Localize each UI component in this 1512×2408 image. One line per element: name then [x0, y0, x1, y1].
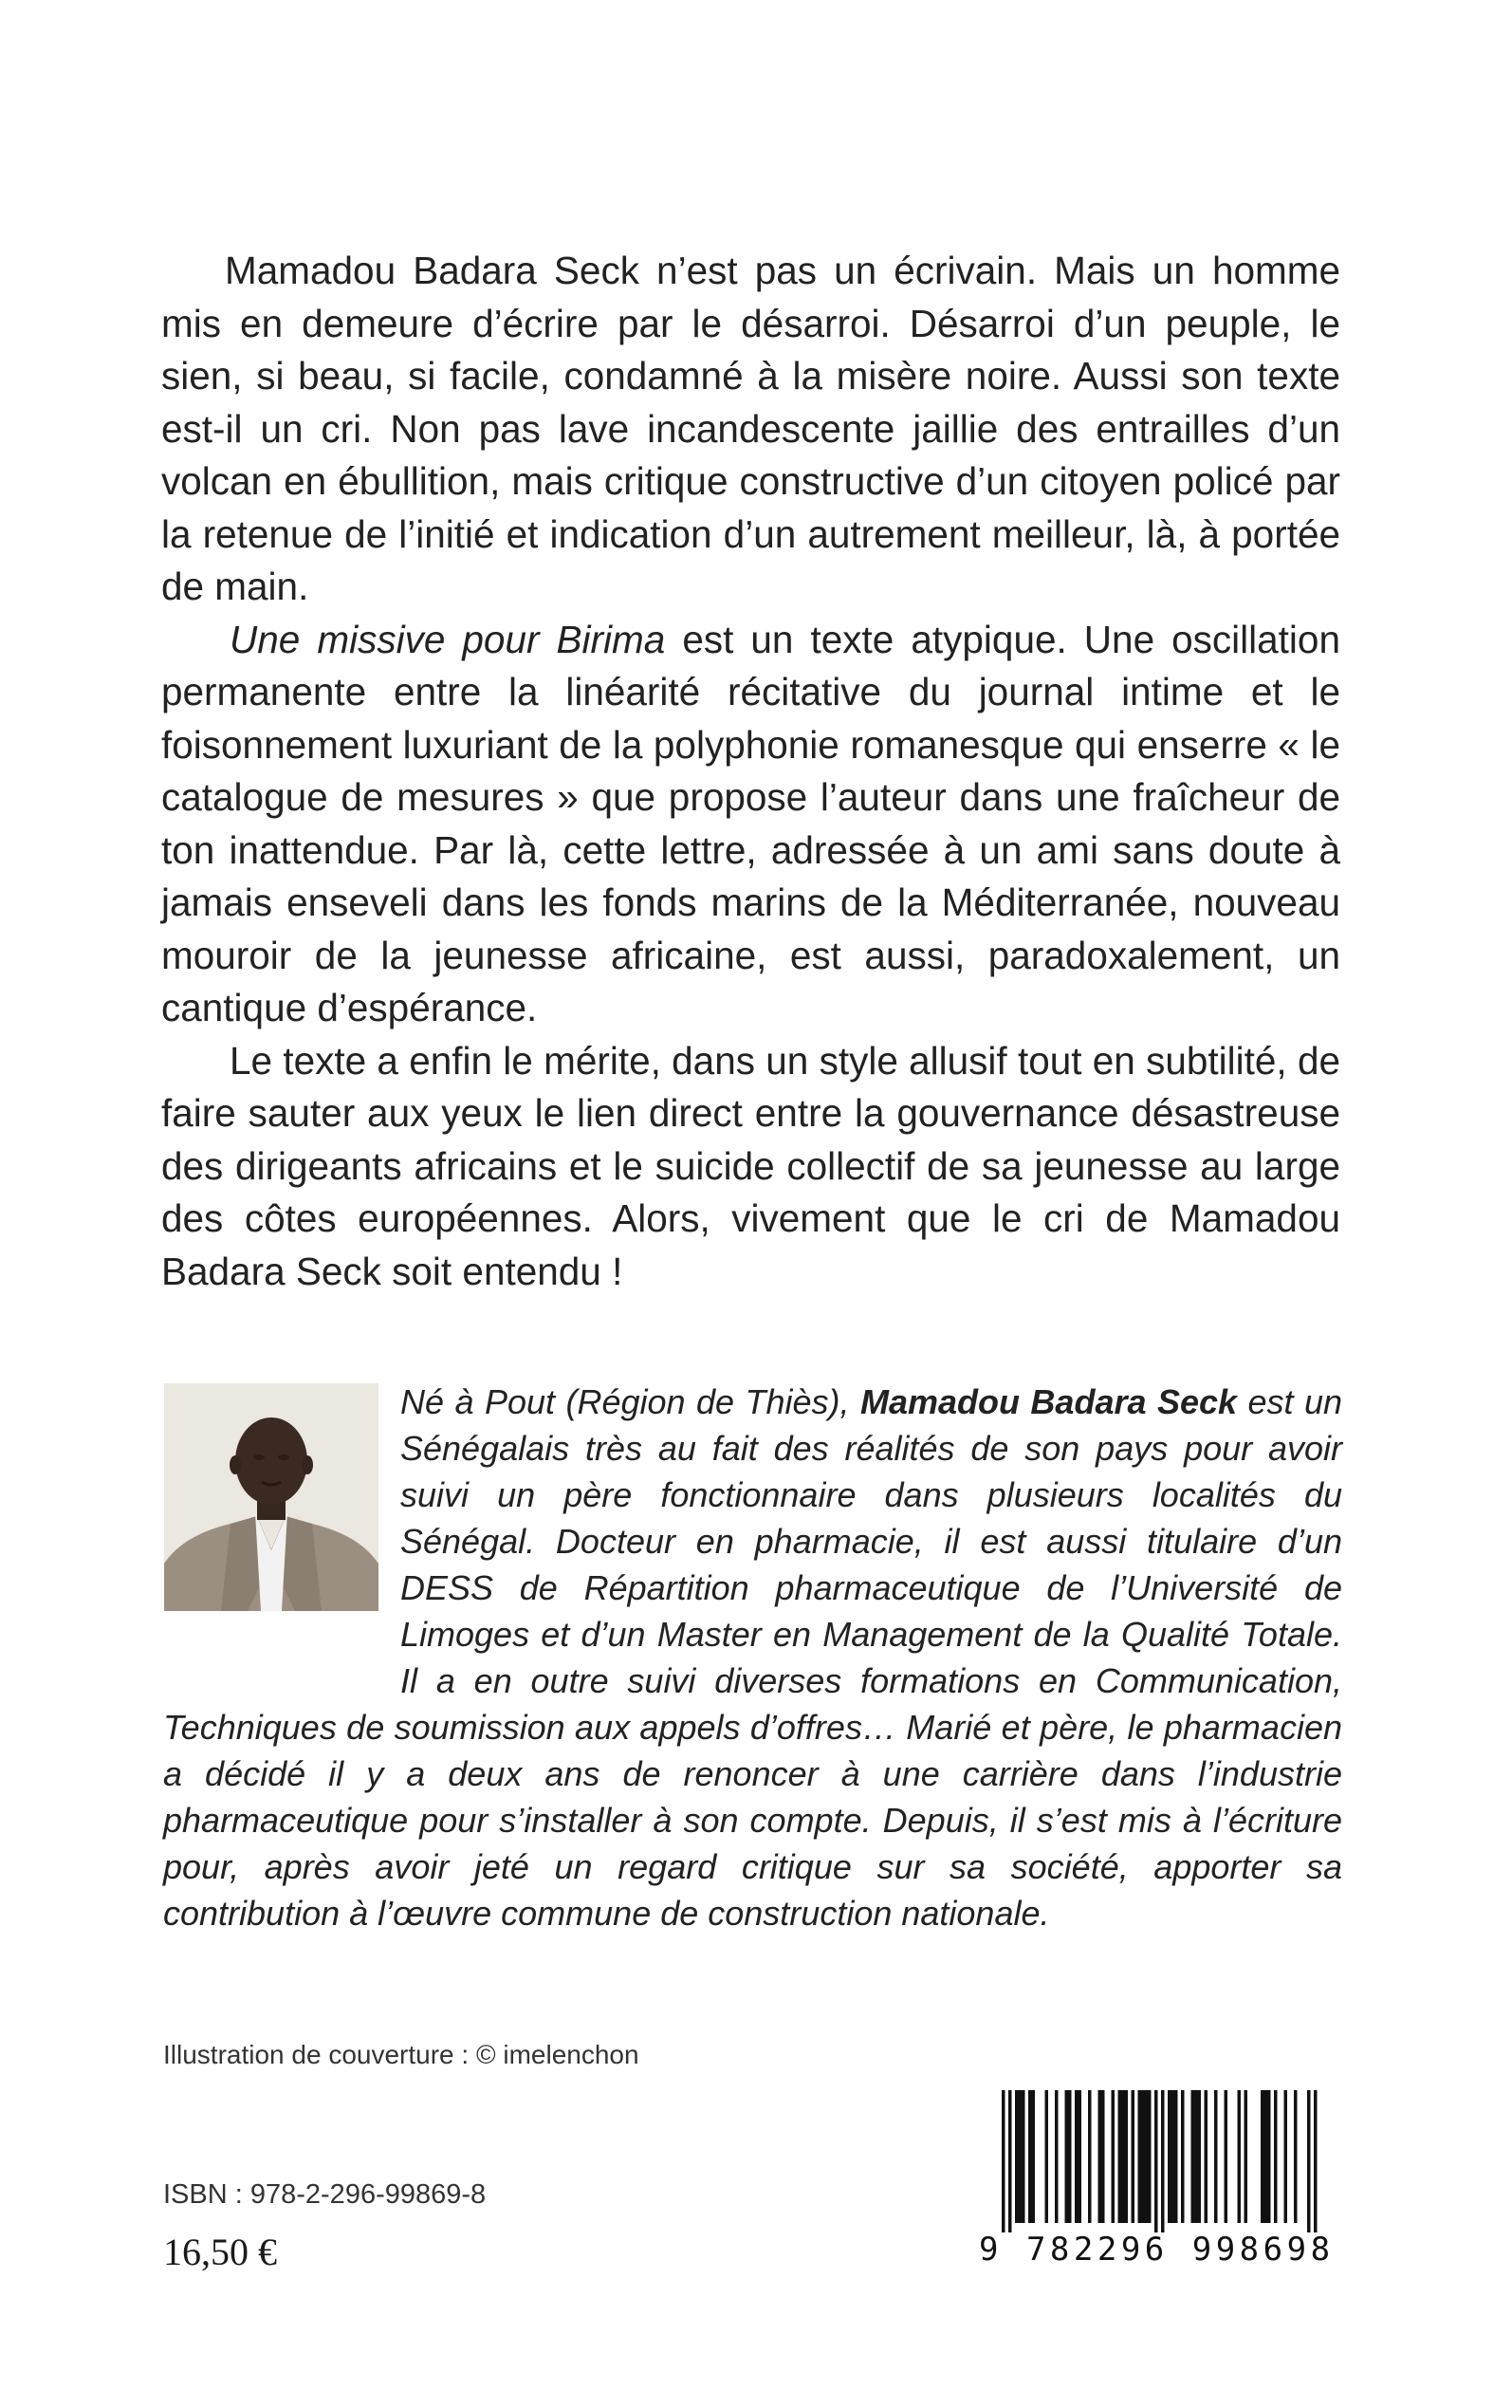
book-title: Une missive pour Birima [230, 617, 666, 661]
author-biography [163, 1379, 1342, 1936]
barcode-bar [1068, 2090, 1072, 2223]
barcode-bar [1008, 2090, 1012, 2232]
barcode-bar [1045, 2090, 1049, 2223]
blurb-paragraph-2-text: est un texte atypique. Une oscillation permanente entre la linéarité récitative du journal intime et le foisonnement luxuriant de la polyphonie romanesque qui enserre « le catalogue de mesures » que propose l’auteur dans une fraîcheur de ton inattendue. Par là, cette lettre, adressée à un ami sans doute à jamais enseveli dans les fonds marins de la Méditerranée, nouveau mouroir de la jeunesse africaine, est aussi, paradoxalement, un cantique d’espérance. [161, 617, 1340, 1029]
barcode-bar [1002, 2090, 1005, 2232]
photo-text-wrap-spacer [163, 1379, 400, 1692]
barcode-bar [1075, 2090, 1079, 2223]
barcode-bar [1079, 2090, 1082, 2223]
barcode-bar [1055, 2090, 1059, 2223]
barcode-bar [1022, 2090, 1025, 2223]
barcode-bar [1065, 2090, 1069, 2223]
barcode-bar [1028, 2090, 1032, 2223]
barcode-bar [1191, 2090, 1195, 2223]
barcode-bar [1214, 2090, 1218, 2223]
barcode-bar [1261, 2090, 1264, 2223]
price: 16,50 € [163, 2231, 277, 2273]
barcode-bar [1141, 2090, 1145, 2223]
blurb-paragraph-3: Le texte a enfin le mérite, dans un style allusif tout en subtilité, de faire sauter aux yeux le lien direct entre la gouvernance désastreuse des dirigeants africains et le suicide collectif de sa jeunesse au large des côtes européennes. Alors, vivement que le cri de Mamadou Badara Seck soit entendu ! [161, 1038, 1340, 1293]
blurb-paragraph-2 [161, 614, 1340, 1035]
barcode-bar [1267, 2090, 1271, 2223]
barcode-bar [1171, 2090, 1175, 2223]
barcode-bar [1294, 2090, 1298, 2223]
author-name: Mamadou Badara Seck [859, 1382, 1238, 1421]
back-cover-blurb [161, 245, 1340, 1298]
barcode-bar [1132, 2090, 1135, 2223]
barcode-bar [1121, 2090, 1125, 2223]
barcode-bar [1168, 2090, 1171, 2223]
cover-illustration-credit: Illustration de couverture : © imelenchon [163, 2040, 639, 2069]
barcode-bar [1198, 2090, 1202, 2223]
barcode-bar [1019, 2090, 1023, 2223]
barcode-bar [1284, 2090, 1288, 2223]
barcode-bars [979, 2090, 1339, 2232]
barcode-bar [1274, 2090, 1278, 2223]
barcode-bar [1112, 2090, 1116, 2223]
barcode-bar [1245, 2090, 1248, 2223]
bio-intro: Né à Pout (Région de Thiès), [400, 1382, 860, 1421]
barcode-bar [1101, 2090, 1105, 2223]
barcode-bar [1181, 2090, 1185, 2223]
barcode-digits: 9 782296 998698 [979, 2231, 1335, 2269]
barcode-bar [1118, 2090, 1122, 2223]
barcode-bar [1154, 2090, 1158, 2232]
barcode-bar [1145, 2090, 1149, 2223]
isbn-number: ISBN : 978-2-296-99869-8 [163, 2179, 487, 2210]
barcode-bar [1264, 2090, 1268, 2223]
barcode-bar [1194, 2090, 1198, 2223]
barcode-bar [1032, 2090, 1036, 2223]
barcode-bar [1238, 2090, 1242, 2223]
barcode-bar [1174, 2090, 1178, 2223]
barcode-bar [1225, 2090, 1228, 2223]
barcode-bar [1314, 2090, 1318, 2232]
barcode-bar [1125, 2090, 1129, 2223]
barcode-bar [1205, 2090, 1208, 2223]
barcode-bar [1015, 2090, 1019, 2223]
barcode-bar [1098, 2090, 1102, 2223]
blurb-paragraph-1: Mamadou Badara Seck n’est pas un écrivain. Mais un homme mis en demeure d’écrire par le désarroi. Désarroi d’un peuple, le sien, si beau, si facile, condamné à la misère noire. Aussi son texte est-il un cri. Non pas lave incandescente jaillie des entrailles d’un volcan en ébullition, mais critique constructive d’un citoyen policé par la retenue de l’initié et indication d’un autrement meilleur, là, à portée de main. [161, 249, 1340, 608]
barcode-bar [1138, 2090, 1142, 2223]
barcode-bar [1307, 2090, 1311, 2232]
barcode-bar [1148, 2090, 1152, 2223]
barcode-bar [1088, 2090, 1092, 2223]
barcode [979, 2090, 1339, 2270]
bio-text: est un Sénégalais très au fait des réalités de son pays pour avoir suivi un père fonctionnaire dans plusieurs localités du Sénégal. Docteur en pharmacie, il est aussi titulaire d’un DESS de Répartition pharmaceutique de l’Université de Limoges et d’un Master en Management de la Qualité Totale. Il a en outre suivi diverses formations en Communication, Techniques de soumission aux appels d’offres… Marié et père, le pharmacien a décidé il y a deux ans de renoncer à une carrière dans l’industrie pharmaceutique pour s’installer à son compte. Depuis, il s’est mis à l’écriture pour, après avoir jeté un regard critique sur sa société, apporter sa contribution à l’œuvre commune de construction nationale. [163, 1382, 1343, 1933]
barcode-bar [1161, 2090, 1165, 2232]
